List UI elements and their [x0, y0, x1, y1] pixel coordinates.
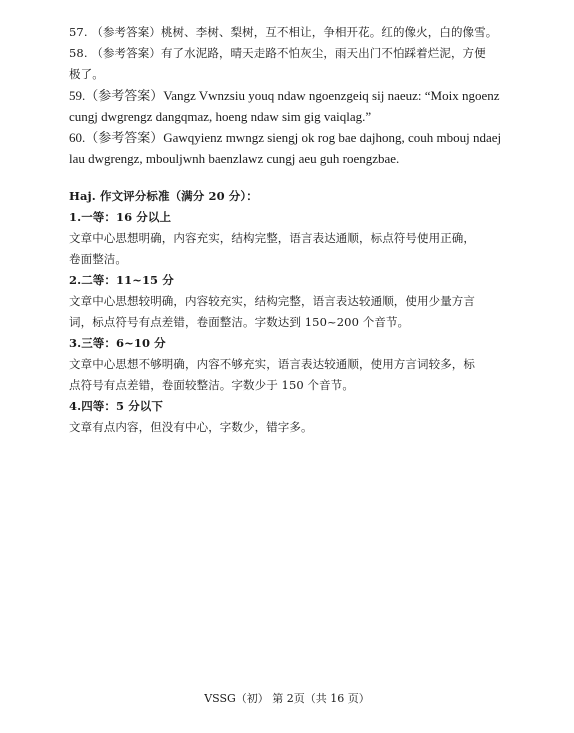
- essay-criteria-section: [69, 186, 509, 438]
- essay-criteria-heading: Haj. 作文评分标准（满分 20 分）：: [69, 189, 258, 203]
- answer-59-line2: cungj dwgrengz dangqmaz, hoeng ndaw sim gig vaiqlag.”: [69, 109, 372, 124]
- grade-1-title: 1.一等：16 分以上: [69, 210, 172, 224]
- page-footer: VSSG（初） 第 2页（共 16 页）: [204, 692, 370, 705]
- grade-3-title: 3.三等：6~10 分: [69, 336, 166, 350]
- answer-59-line1: 59.（参考答案）Vangz Vwnzsiu youq ndaw ngoenzgeiq sij naeuz: “Moix ngoenz: [69, 88, 500, 103]
- answer-57: 57. （参考答案）桃树、李树、梨树，互不相让，争相开花。红的像火，白的像雪。: [69, 25, 498, 39]
- answer-60-line2: lau dwgrengz, mbouljwnh baenzlawz cungj aeu guh roengzbae.: [69, 151, 400, 166]
- grade-2-line2: 词，标点符号有点差错，卷面整洁。字数达到 150~200 个音节。: [69, 315, 410, 329]
- grade-3-line1: 文章中心思想不够明确，内容不够充实，语言表达较通顺，使用方言词较多，标: [69, 357, 475, 371]
- grade-4-title: 4.四等：5 分以下: [69, 399, 164, 413]
- grade-1-line2: 卷面整洁。: [69, 252, 127, 266]
- grade-4-line1: 文章有点内容，但没有中心，字数少，错字多。: [69, 420, 313, 434]
- grade-1-line1: 文章中心思想明确，内容充实，结构完整，语言表达通顺，标点符号使用正确，: [69, 231, 475, 245]
- answer-60-line1: 60.（参考答案）Gawqyienz mwngz siengj ok rog bae dajhong, couh mbouj ndaej: [69, 130, 502, 145]
- grade-3-line2: 点符号有点差错，卷面较整洁。字数少于 150 个音节。: [69, 378, 354, 392]
- answer-58-line2: 极了。: [69, 67, 104, 81]
- answer-58-line1: 58. （参考答案）有了水泥路，晴天走路不怕灰尘，雨天出门不怕踩着烂泥，方便: [69, 46, 486, 60]
- answers-section: [69, 22, 509, 169]
- grade-2-title: 2.二等：11~15 分: [69, 273, 174, 287]
- grade-2-line1: 文章中心思想较明确，内容较充实，结构完整，语言表达较通顺，使用少量方言: [69, 294, 475, 308]
